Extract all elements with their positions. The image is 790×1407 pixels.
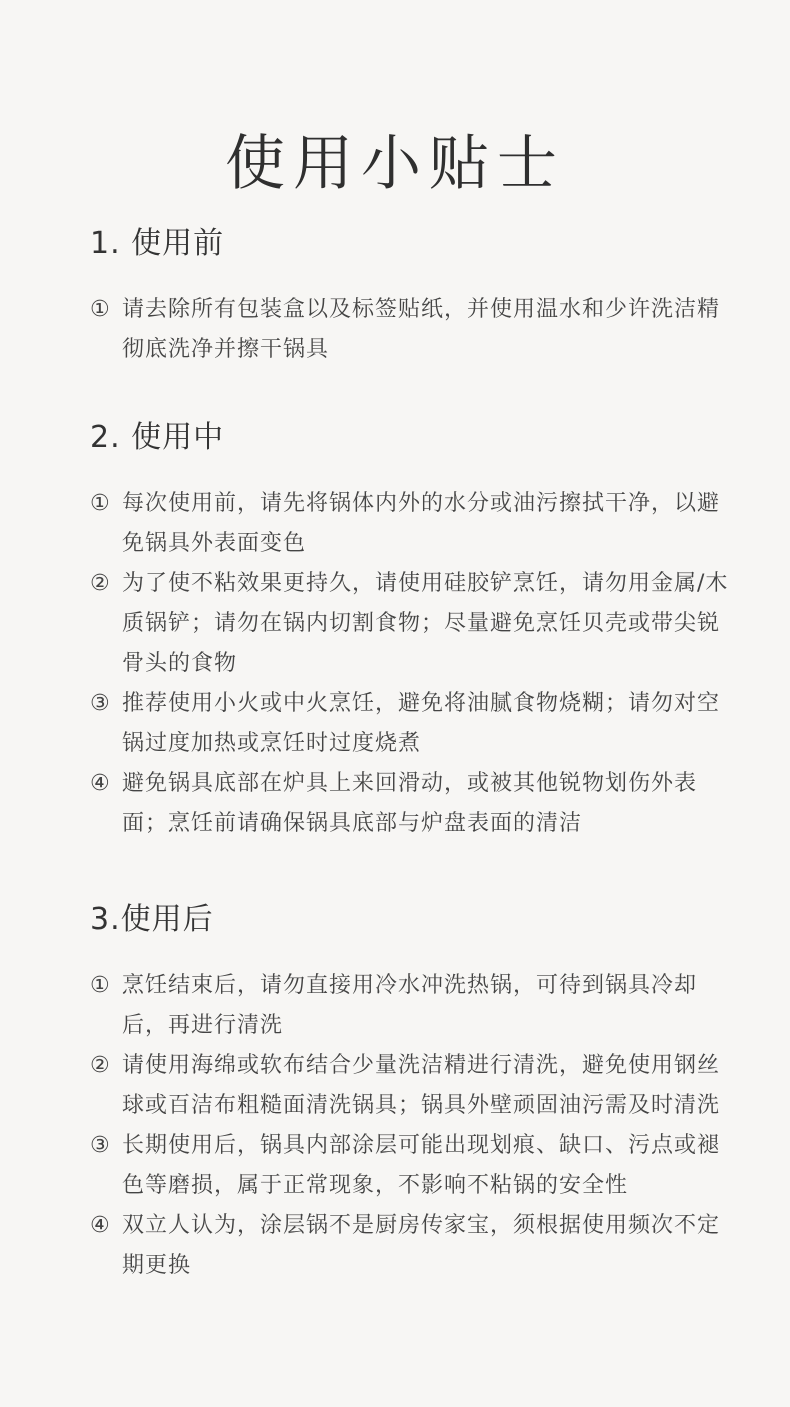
list-item (90, 764, 730, 844)
section-after-use (90, 900, 730, 1286)
tips-list (90, 290, 730, 370)
page-title: 使用小贴士 (225, 129, 565, 200)
list-item (90, 564, 730, 684)
tips-list (90, 484, 730, 844)
item-number: ④ (90, 771, 110, 796)
list-item (90, 1206, 730, 1286)
item-number: ③ (90, 1133, 110, 1158)
item-number: ③ (90, 691, 110, 716)
item-number: ① (90, 973, 110, 998)
item-text: 请使用海绵或软布结合少量洗洁精进行清洗，避免使用钢丝球或百洁布粗糙面清洗锅具；锅具外壁顽固油污需及时清洗 (122, 1053, 721, 1118)
item-number: ④ (90, 1213, 110, 1238)
item-text: 每次使用前，请先将锅体内外的水分或油污擦拭干净，以避免锅具外表面变色 (122, 491, 721, 556)
list-item (90, 684, 730, 764)
item-text: 请去除所有包装盒以及标签贴纸，并使用温水和少许洗洁精彻底洗净并擦干锅具 (122, 297, 721, 362)
list-item (90, 1046, 730, 1126)
item-number: ② (90, 571, 110, 596)
item-number: ② (90, 1053, 110, 1078)
section-during-use (90, 418, 730, 844)
section-before-use (90, 224, 730, 370)
item-text: 烹饪结束后，请勿直接用冷水冲洗热锅，可待到锅具冷却后，再进行清洗 (122, 973, 698, 1038)
item-text: 为了使不粘效果更持久，请使用硅胶铲烹饪，请勿用金属/木质锅铲；请勿在锅内切割食物；尽量避免烹饪贝壳或带尖锐骨头的食物 (122, 571, 729, 676)
list-item (90, 484, 730, 564)
item-text: 推荐使用小火或中火烹饪，避免将油腻食物烧糊；请勿对空锅过度加热或烹饪时过度烧煮 (122, 691, 721, 756)
list-item (90, 290, 730, 370)
list-item (90, 1126, 730, 1206)
item-number: ① (90, 491, 110, 516)
item-text: 双立人认为，涂层锅不是厨房传家宝，须根据使用频次不定期更换 (122, 1213, 721, 1278)
section-heading: 1. 使用前 (90, 226, 225, 261)
section-heading: 2. 使用中 (90, 420, 225, 455)
item-text: 避免锅具底部在炉具上来回滑动，或被其他锐物划伤外表面；烹饪前请确保锅具底部与炉盘表面的清洁 (122, 771, 698, 836)
section-heading: 3.使用后 (90, 902, 214, 937)
tips-list (90, 966, 730, 1286)
item-text: 长期使用后，锅具内部涂层可能出现划痕、缺口、污点或褪色等磨损，属于正常现象，不影响不粘锅的安全性 (122, 1133, 721, 1198)
list-item (90, 966, 730, 1046)
item-number: ① (90, 297, 110, 322)
